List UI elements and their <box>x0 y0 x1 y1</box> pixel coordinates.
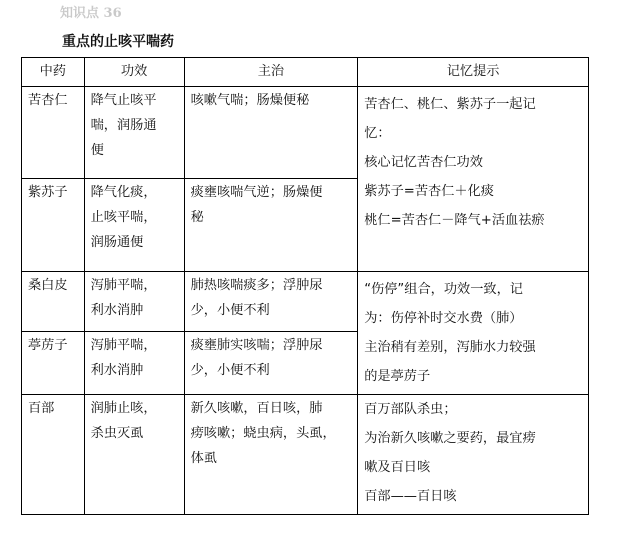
memo-line: 苦杏仁、桃仁、紫苏子一起记 <box>364 97 536 112</box>
column-header-memo: 记忆提示 <box>358 58 589 87</box>
effect-line: 泻肺平喘， <box>90 278 157 293</box>
memo-cell <box>358 87 589 272</box>
effect-line: 利水消肿 <box>90 363 144 378</box>
indication-line: 痰壅肺实咳喘；浮肿尿 <box>190 338 323 353</box>
table-header-row <box>22 58 589 87</box>
memo-line: 核心记忆苦杏仁功效 <box>364 155 483 170</box>
herb-effect <box>84 395 184 515</box>
indication-line: 痰壅咳喘气逆；肠燥便 <box>190 185 323 200</box>
effect-line: 便 <box>90 143 104 158</box>
effect-line: 利水消肿 <box>90 303 144 318</box>
memo-line: 嗽及百日咳 <box>364 460 431 475</box>
indication-line: 咳嗽气喘；肠燥便秘 <box>190 93 310 108</box>
indication-line: 新久咳嗽，百日咳，肺 <box>190 401 323 416</box>
indication-line: 少，小便不利 <box>190 303 270 318</box>
table-row <box>22 272 589 332</box>
indication-line: 痨咳嗽；蛲虫病，头虱， <box>190 426 336 441</box>
memo-line: “伤停”组合，功效一致，记 <box>364 282 523 297</box>
memo-line: 百万部队杀虫； <box>364 402 457 417</box>
effect-line: 降气止咳平 <box>90 93 157 108</box>
memo-line: 忆： <box>364 126 391 141</box>
indication-line: 体虱 <box>190 451 217 466</box>
table-row <box>22 87 589 179</box>
memo-cell <box>358 272 589 395</box>
herb-effect <box>84 87 184 179</box>
herb-name: 葶苈子 <box>22 332 85 395</box>
knowledge-point-label: 知识点 36 <box>60 6 122 21</box>
memo-line: 紫苏子=苦杏仁＋化痰 <box>364 184 494 199</box>
column-header-effect: 功效 <box>84 58 184 87</box>
herb-name: 紫苏子 <box>22 179 85 272</box>
herb-table <box>21 57 589 515</box>
memo-cell <box>358 395 589 515</box>
memo-line: 的是葶苈子 <box>364 369 431 384</box>
effect-line: 降气化痰， <box>90 185 157 200</box>
herb-effect <box>84 332 184 395</box>
effect-line: 润肠通便 <box>90 235 144 250</box>
herb-indication <box>184 395 358 515</box>
memo-line: 为治新久咳嗽之要药，最宜痨 <box>364 431 536 446</box>
herb-indication <box>184 272 358 332</box>
section-title: 重点的止咳平喘药 <box>62 34 174 50</box>
effect-line: 喘，润肠通 <box>90 118 157 133</box>
indication-line: 少，小便不利 <box>190 363 270 378</box>
herb-indication <box>184 332 358 395</box>
memo-line: 桃仁=苦杏仁－降气+活血祛瘀 <box>364 213 545 228</box>
herb-effect <box>84 272 184 332</box>
herb-name: 苦杏仁 <box>22 87 85 179</box>
herb-name: 百部 <box>22 395 85 515</box>
memo-line: 主治稍有差别，泻肺水力较强 <box>364 340 536 355</box>
herb-indication <box>184 87 358 179</box>
effect-line: 杀虫灭虱 <box>90 426 144 441</box>
herb-name: 桑白皮 <box>22 272 85 332</box>
herb-effect <box>84 179 184 272</box>
effect-line: 泻肺平喘， <box>90 338 157 353</box>
table-row <box>22 395 589 515</box>
memo-line: 百部——百日咳 <box>364 489 457 504</box>
memo-line: 为：伤停补时交水费（肺） <box>364 311 523 326</box>
indication-line: 秘 <box>190 210 204 225</box>
effect-line: 止咳平喘， <box>90 210 157 225</box>
herb-indication <box>184 179 358 272</box>
indication-line: 肺热咳喘痰多；浮肿尿 <box>190 278 323 293</box>
column-header-herb: 中药 <box>22 58 85 87</box>
column-header-indication: 主治 <box>184 58 358 87</box>
effect-line: 润肺止咳， <box>90 401 157 416</box>
